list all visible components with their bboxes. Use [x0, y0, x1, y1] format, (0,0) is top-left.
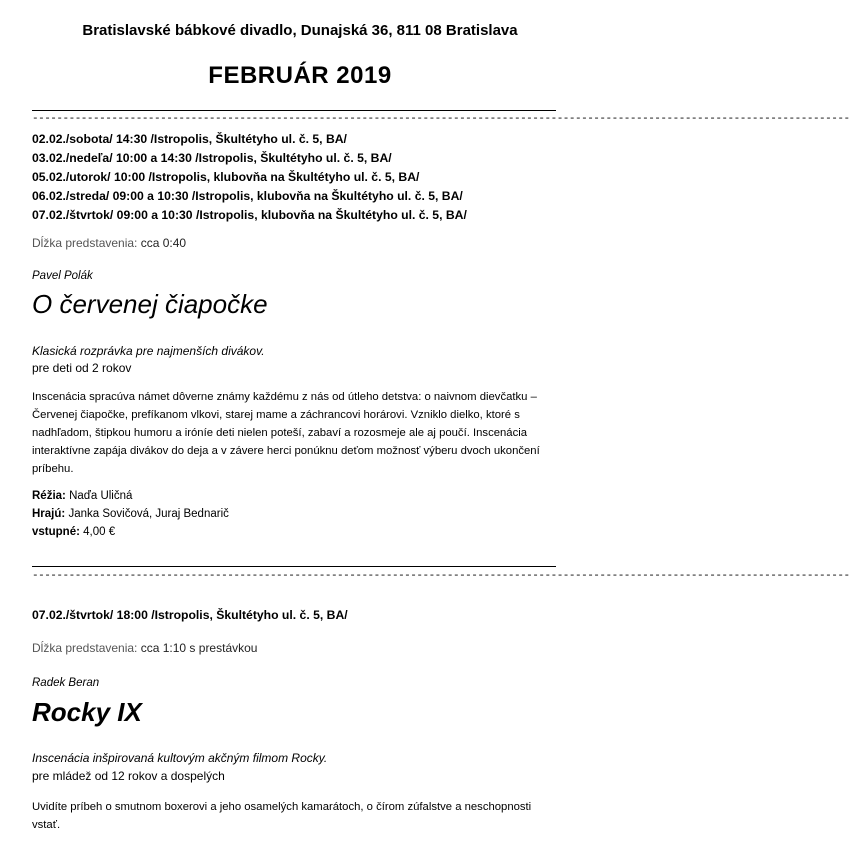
event2-duration	[32, 641, 568, 655]
price-value: 4,00 €	[83, 526, 116, 538]
duration-value: cca 1:10 s prestávkou	[140, 641, 258, 655]
event2-subtitle: Inscenácia inšpirovaná kultovým akčným filmom Rocky.	[32, 751, 328, 765]
price-label: vstupné:	[32, 526, 80, 538]
event1-date-line: 06.02./streda/ 09:00 a 10:30 /Istropolis, klubovňa na Škultétyho ul. č. 5, BA/	[32, 189, 463, 203]
event2-date-line: 07.02./štvrtok/ 18:00 /Istropolis, Škultétyho ul. č. 5, BA/	[32, 608, 348, 622]
description-line: Inscenácia spracúva námet dôverne známy každému z nás od útleho detstva: o naivnom dievčatku –	[32, 391, 537, 403]
event2-dates	[32, 606, 568, 625]
dashed-divider: --------------------------------------------------------------------------------------------------------------------------------------	[32, 113, 850, 125]
solid-divider	[32, 110, 556, 111]
event1-title: O červenej čiapočke	[32, 289, 268, 319]
event1-dates	[32, 130, 568, 225]
description-line: vstať.	[32, 819, 61, 831]
dashed-divider: --------------------------------------------------------------------------------------------------------------------------------------	[32, 570, 850, 582]
event1-description	[32, 388, 568, 478]
event2-age: pre mládež od 12 rokov a dospelých	[32, 769, 225, 783]
cast-credit	[32, 505, 568, 523]
direction-label: Réžia:	[32, 490, 66, 502]
cast-label: Hrajú:	[32, 508, 66, 520]
event2-author: Radek Beran	[32, 677, 100, 689]
duration-value: cca 0:40	[140, 236, 187, 250]
event2-description	[32, 798, 568, 834]
description-line: nadhľadom, štipkou humoru a iróníe deti nielen poteší, zabaví a rozosmeje ale aj poučí. Inscenácia	[32, 427, 528, 439]
event1-date-line: 02.02./sobota/ 14:30 /Istropolis, Škultétyho ul. č. 5, BA/	[32, 132, 347, 146]
month-heading: FEBRUÁR 2019	[208, 62, 392, 89]
event1-subtitle: Klasická rozprávka pre najmenších divákov.	[32, 344, 265, 358]
description-line: Uvidíte príbeh o smutnom boxerovi a jeho osamelých kamarátoch, o čírom zúfalstve a neschopnosti	[32, 801, 532, 813]
event1-age: pre deti od 2 rokov	[32, 361, 132, 375]
direction-credit	[32, 487, 568, 505]
direction-value: Naďa Uličná	[69, 490, 133, 502]
event2-title: Rocky IX	[32, 697, 142, 727]
event1-author: Pavel Polák	[32, 270, 93, 282]
duration-label: Dĺžka predstavenia:	[32, 641, 138, 655]
description-line: interaktívne zapája divákov do deja a v závere herci ponúknu deťom možnosť výberu dvoch ukončení	[32, 445, 540, 457]
description-line: Červenej čiapočke, prefíkanom vlkovi, starej mame a záchrancovi horárovi. Vzniklo dielko, ktoré s	[32, 409, 520, 421]
event1-duration	[32, 236, 568, 250]
event1-credits	[32, 487, 568, 541]
solid-divider	[32, 566, 556, 567]
description-line: príbehu.	[32, 463, 74, 475]
event1-date-line: 07.02./štvrtok/ 09:00 a 10:30 /Istropolis, klubovňa na Škultétyho ul. č. 5, BA/	[32, 208, 467, 222]
cast-value: Janka Sovičová, Juraj Bednarič	[68, 508, 229, 520]
duration-label: Dĺžka predstavenia:	[32, 236, 138, 250]
theatre-address-heading: Bratislavské bábkové divadlo, Dunajská 36, 811 08 Bratislava	[82, 22, 518, 39]
price-credit	[32, 523, 568, 541]
event1-date-line: 05.02./utorok/ 10:00 /Istropolis, klubovňa na Škultétyho ul. č. 5, BA/	[32, 170, 420, 184]
event1-date-line: 03.02./nedeľa/ 10:00 a 14:30 /Istropolis, Škultétyho ul. č. 5, BA/	[32, 151, 392, 165]
